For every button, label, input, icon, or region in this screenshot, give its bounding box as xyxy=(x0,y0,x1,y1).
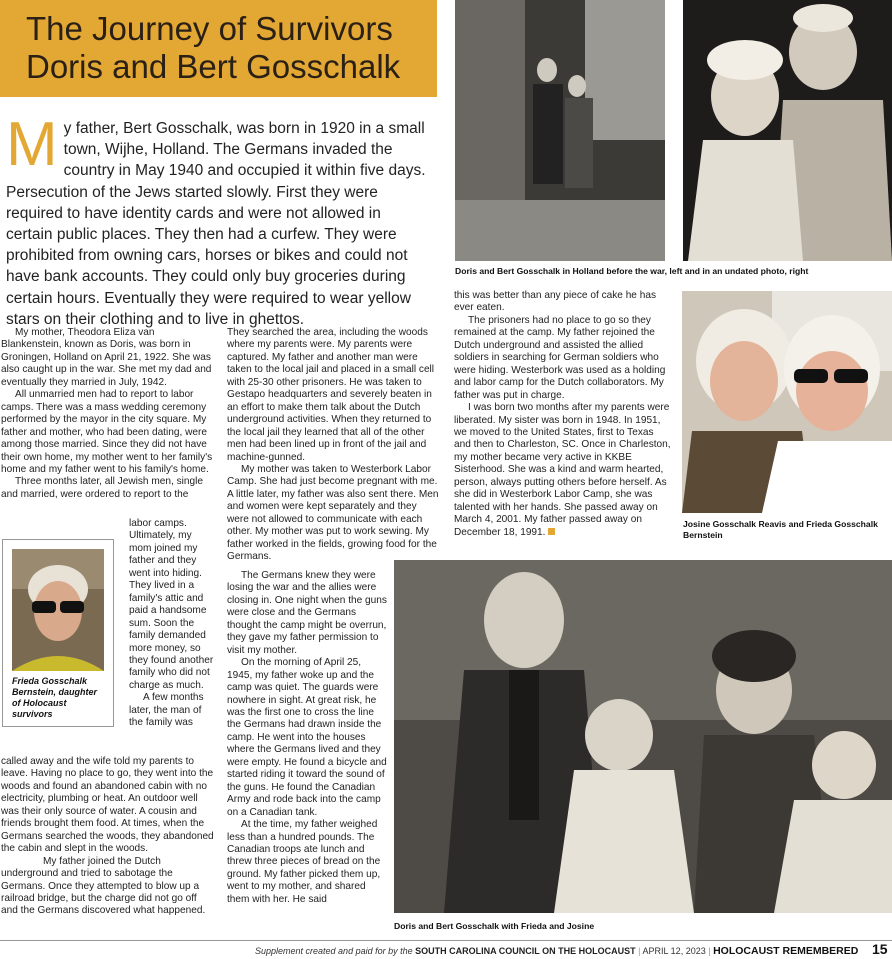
paragraph: They searched the area, including the woods where my parents were. My parents were captured. My father and another man were taken to the local jail and placed in a small cell with 25-30 other prisoners. He was taken to Gestapo headquarters and severely beaten in an effort to make them talk about the Dutch underground activities. When they returned to the local jail they learned that all of the other men had been lined up in front of the jail and machine-gunned. xyxy=(227,327,435,463)
paragraph: Three months later, all Jewish men, single and married, were ordered to report to the xyxy=(1,476,203,500)
footer-separator: | xyxy=(708,946,711,956)
article-column-2-bottom xyxy=(227,570,387,906)
lead-paragraph xyxy=(6,110,431,330)
paragraph: this was better than any piece of cake he has ever eaten. xyxy=(454,290,656,314)
sisters-image xyxy=(682,291,892,513)
inset-photo xyxy=(12,549,104,671)
paragraph: On the morning of April 25, 1945, my father woke up and the camp was quiet. The guards were nowhere in sight. At great risk, he was the first one to cross the line the Germans had drawn inside the camp. He went into the houses where the Germans lived and they were empty. He found a bicycle and started riding it toward the sound of the guns. He found the Canadian Army and rode back into the camp on a Canadian tank. xyxy=(227,657,387,818)
headline-line-2: Doris and Bert Gosschalk xyxy=(26,48,401,85)
caption-family-photo: Doris and Bert Gosschalk with Frieda and Josine xyxy=(394,921,595,931)
article-column-2-top xyxy=(227,327,440,564)
paragraph: labor camps. Ultimately, my mom joined my father and they went into hiding. They lived in a family's attic and paid a handsome sum. Soon the family demanded more money, so they found another family who did not charge as much. xyxy=(129,518,214,691)
lead-text: y father, Bert Gosschalk, was born in 1920 in a small town, Wijhe, Holland. The Germans invaded the country in May 1940 and occupied it within five days. Persecution of the Jews started slowly. First they were required to have identity cards and were not allowed in certain public places. They then had a curfew. They were prohibited from owning cars, horses or bikes and could not have bank accounts. They could only buy groceries during certain hours. Eventually they were required to wear yellow stars on their clothing and to live in ghettos. xyxy=(6,120,426,328)
footer xyxy=(255,945,892,957)
article-column-1-bottom xyxy=(1,756,214,918)
article-column-1-wrap xyxy=(129,518,215,730)
paragraph xyxy=(454,402,672,539)
portrait-image xyxy=(12,549,104,671)
photo-sisters xyxy=(682,291,892,513)
drop-cap: M xyxy=(6,110,58,179)
paragraph: My mother, Theodora Eliza van Blankenstein, known as Doris, was born in Groningen, Holland on April 21, 1922. She was also caught up in the war. She met my dad and eventually they married in July, 1942. xyxy=(1,327,212,388)
photo-family xyxy=(394,560,892,913)
footer-council: SOUTH CAROLINA COUNCIL ON THE HOLOCAUST xyxy=(415,946,636,956)
paragraph: called away and the wife told my parents to leave. Having no place to go, they went into the woods and found an abandoned cabin with no electricity, plumbing or heat. An outdoor well was their only source of water. A cousin and friends brought them food. At times, when the Germans searched the woods, they abandoned the cabin and slept in the woods. xyxy=(1,756,214,855)
couple-outdoor-image xyxy=(455,0,665,261)
paragraph: All unmarried men had to report to labor camps. There was a mass wedding ceremony performed by the mayor in the city square. My father and mother, who had been dating, were among those married. Since they did not have their own home, my mother went to her family's home and my father went to his family's home. xyxy=(1,389,213,475)
photo-couple-older xyxy=(683,0,892,261)
headline-box xyxy=(0,0,437,97)
inset-photo-box xyxy=(2,539,114,727)
inset-caption: Frieda Gosschalk Bernstein, daughter of Holocaust survivors xyxy=(12,676,98,719)
footer-date: APRIL 12, 2023 xyxy=(642,946,706,956)
end-mark-icon xyxy=(548,528,555,535)
footer-supplement: Supplement created and paid for by the xyxy=(255,946,413,956)
footer-separator: | xyxy=(638,946,641,956)
paragraph: The Germans knew they were losing the war and the allies were closing in. One night when the guns were close and the Germans thought the camp might be overrun, they gave my father permission to visit my mother. xyxy=(227,570,387,656)
paragraph: The prisoners had no place to go so they remained at the camp. My father rejoined the Dutch underground and assisted the allied soldiers in searching for German soldiers who were hiding. Westerbork was used as a holding and labor camp for the Dutch collaborators. My father was put in charge. xyxy=(454,314,666,401)
article-column-3 xyxy=(454,290,672,539)
paragraph: A few months later, the man of the family was xyxy=(129,692,204,729)
footer-divider xyxy=(0,940,892,941)
paragraph-text: I was born two months after my parents were liberated. My sister was born in 1948. In 1951, we moved to the United States, first to Texas and then to Charleston, SC. Once in Charleston, my mother became very active in KKBE Sisterhood. She was a kind and warm hearted, person, always putting others before herself. As she did in Westerbork Labor Camp, she was talented with her hands. She passed away on March 4, 2001. My father passed away on December 18, 1991. xyxy=(454,402,671,538)
headline-line-1: The Journey of Survivors xyxy=(26,10,393,47)
paragraph: At the time, my father weighed less than a hundred pounds. The Canadian troops ate lunch and threw three pieces of bread on the ground. My father picked them up, went to my mother, and shared them with her. He said xyxy=(227,819,381,905)
footer-section: HOLOCAUST REMEMBERED xyxy=(713,945,859,957)
photo-couple-holland xyxy=(455,0,665,261)
family-image xyxy=(394,560,892,913)
caption-sisters: Josine Gosschalk Reavis and Frieda Gosschalk Bernstein xyxy=(683,519,878,540)
older-couple-image xyxy=(683,0,892,261)
paragraph: My mother was taken to Westerbork Labor Camp. She had just become pregnant with me. A little later, my father was also sent there. Men and women were kept separately and they were not allowed to communicate with each other. My mother was put to work sewing. My father worked in the fields, growing food for the Germans. xyxy=(227,463,439,563)
page-number: 15 xyxy=(872,941,888,957)
paragraph: My father joined the Dutch underground and tried to sabotage the Germans. Once they attempted to blow up a railroad bridge, but the charge did not go off and the Germans discovered what happened. xyxy=(1,855,206,917)
article-column-1 xyxy=(1,327,214,501)
caption-top-photos: Doris and Bert Gosschalk in Holland before the war, left and in an undated photo, right xyxy=(455,266,809,276)
